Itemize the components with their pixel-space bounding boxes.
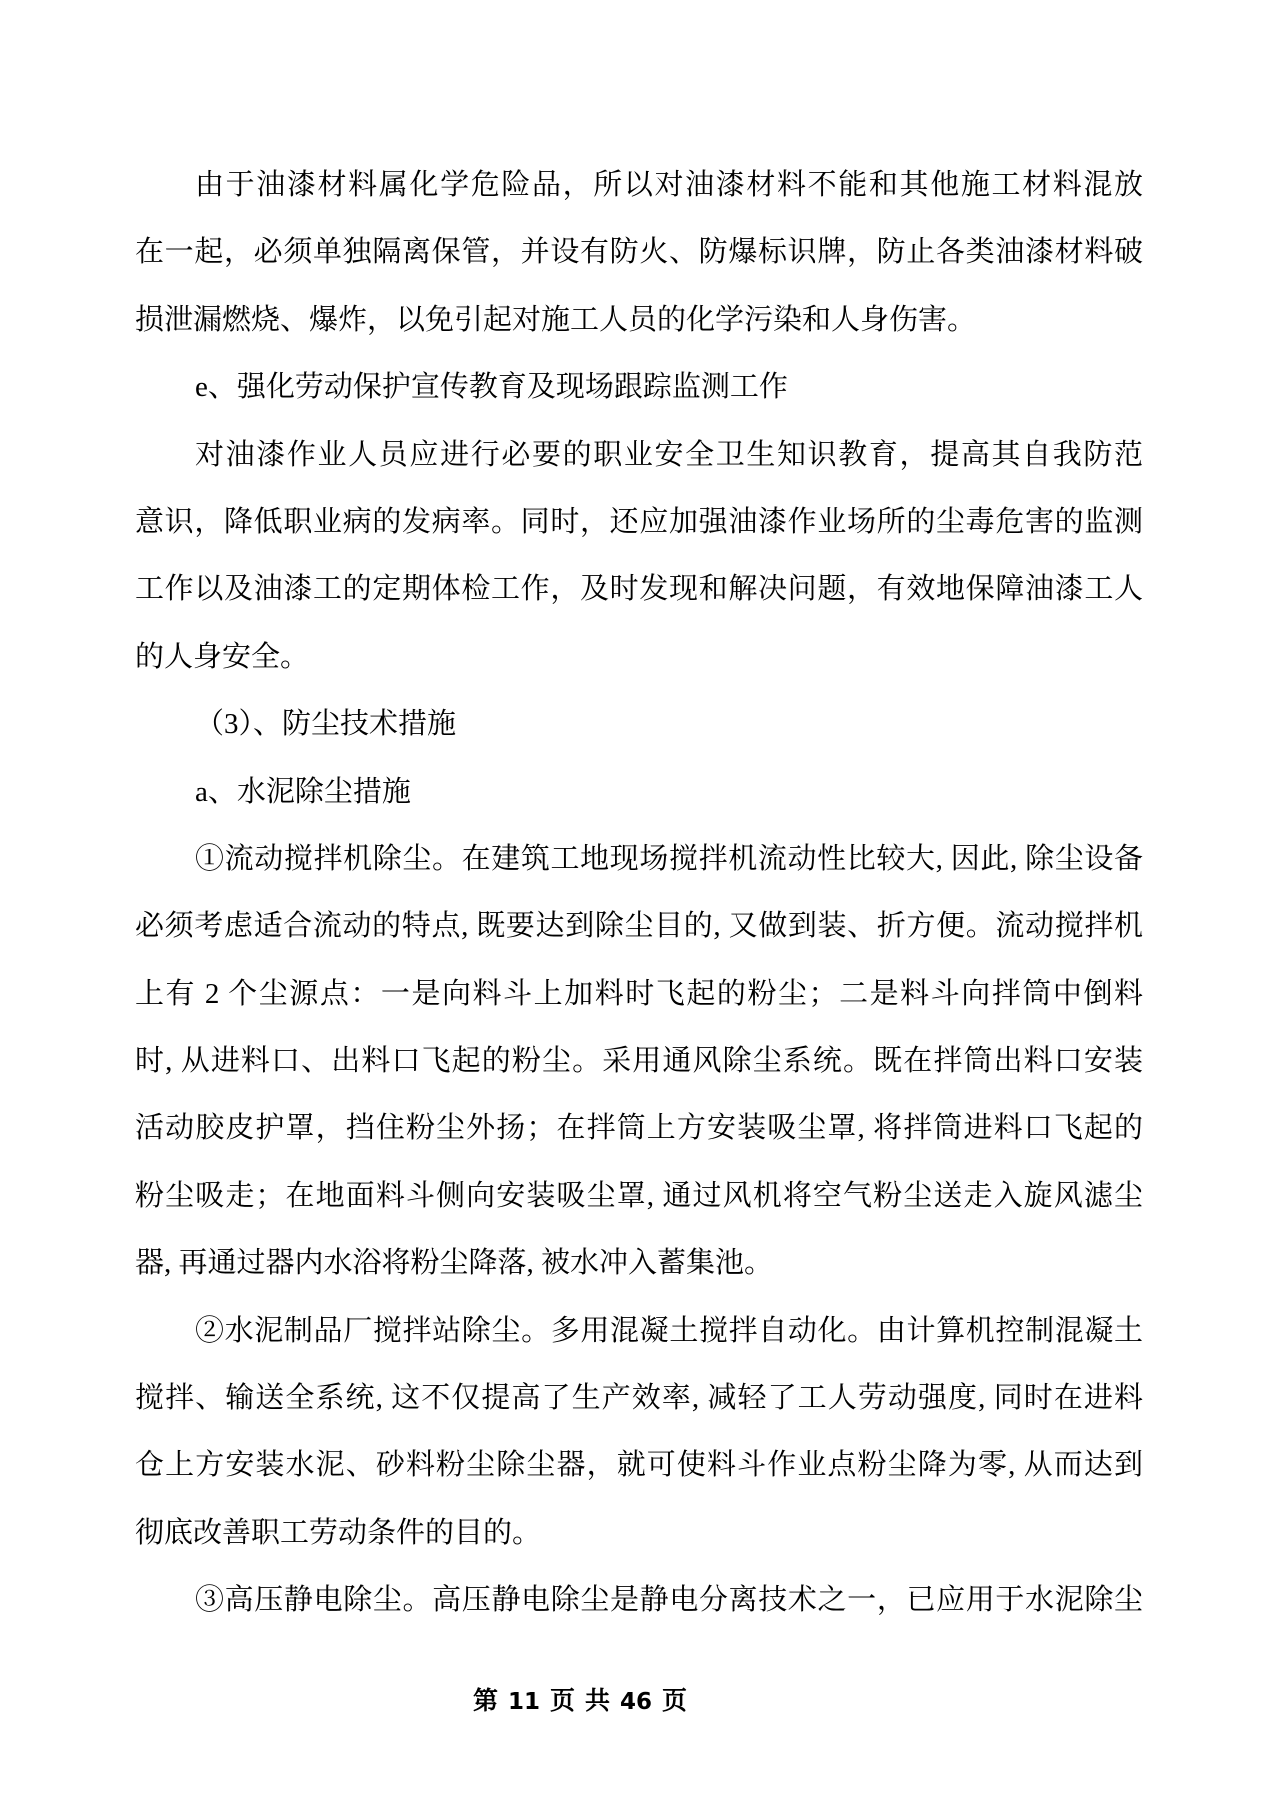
document-body	[135, 152, 1143, 1635]
footer-current-page: 11	[507, 1689, 540, 1715]
text-line: 对油漆作业人员应进行必要的职业安全卫生知识教育，提高其自我防范	[195, 438, 1143, 471]
text-line: 由于油漆材料属化学危险品，所以对油漆材料不能和其他施工材料混放	[195, 169, 1143, 201]
text-line: 粉尘吸走；在地面料斗侧向安装吸尘罩, 通过风机将空气粉尘送走入旋风滤尘	[135, 1179, 1143, 1212]
text-line: 损泄漏燃烧、爆炸，以免引起对施工人员的化学污染和人身伤害。	[135, 303, 977, 336]
footer-page-label: 页	[549, 1688, 575, 1715]
text-line: ③高压静电除尘。高压静电除尘是静电分离技术之一，已应用于水泥除尘	[195, 1584, 1143, 1617]
page-footer	[0, 1682, 1160, 1722]
footer-of-label: 共	[585, 1688, 611, 1715]
text-line: 搅拌、输送全系统, 这不仅提高了生产效率, 减轻了工人劳动强度, 同时在进料	[135, 1382, 1143, 1415]
text-line: ②水泥制品厂搅拌站除尘。多用混凝土搅拌自动化。由计算机控制混凝土	[195, 1314, 1143, 1347]
text-line: 彻底改善职工劳动条件的目的。	[135, 1516, 542, 1549]
text-line: 器, 再通过器内水浴将粉尘降落, 被水冲入蓄集池。	[135, 1247, 774, 1280]
text-line: 仓上方安装水泥、砂料粉尘除尘器，就可使料斗作业点粉尘降为零, 从而达到	[135, 1449, 1143, 1482]
text-line: 工作以及油漆工的定期体检工作，及时发现和解决问题，有效地保障油漆工人	[135, 573, 1143, 606]
heading-line: a、水泥除尘措施	[195, 775, 411, 808]
text-line: 时, 从进料口、出料口飞起的粉尘。采用通风除尘系统。既在拌筒出料口安装	[135, 1045, 1143, 1078]
text-line: 意识，降低职业病的发病率。同时，还应加强油漆作业场所的尘毒危害的监测	[135, 505, 1143, 538]
text-line: 在一起，必须单独隔离保管，并设有防火、防爆标识牌，防止各类油漆材料破	[135, 236, 1143, 269]
text-line: 的人身安全。	[135, 640, 310, 673]
text-line: 上有 2 个尘源点：一是向料斗上加料时飞起的粉尘；二是料斗向拌筒中倒料	[135, 977, 1143, 1010]
heading-line: （3）、防尘技术措施	[195, 708, 457, 741]
text-line: 必须考虑适合流动的特点, 既要达到除尘目的, 又做到装、折方便。流动搅拌机	[135, 910, 1143, 943]
footer-prefix: 第	[472, 1688, 498, 1715]
text-line: ①流动搅拌机除尘。在建筑工地现场搅拌机流动性比较大, 因此, 除尘设备	[195, 842, 1143, 875]
text-line: 活动胶皮护罩，挡住粉尘外扬；在拌筒上方安装吸尘罩, 将拌筒进料口飞起的	[135, 1112, 1143, 1145]
footer-total-pages: 46	[620, 1689, 653, 1715]
heading-line: e、强化劳动保护宣传教育及现场跟踪监测工作	[195, 371, 788, 404]
footer-suffix: 页	[662, 1688, 688, 1715]
